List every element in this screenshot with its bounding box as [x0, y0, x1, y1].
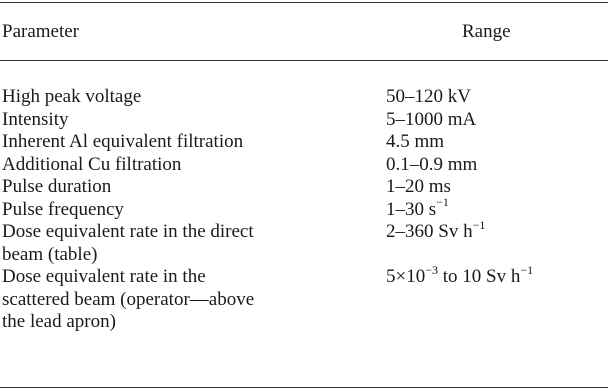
- range-exponent: −1: [520, 262, 534, 277]
- range-value: to 10 Sv h: [438, 266, 521, 287]
- parameter-cell: Intensity: [2, 108, 69, 130]
- range-cell: 1–20 ms: [386, 176, 451, 197]
- range-cell: [386, 195, 608, 222]
- table-header-rule: [0, 60, 608, 61]
- range-exponent: −1: [436, 195, 449, 210]
- range-exponent: −1: [472, 217, 486, 232]
- table-row: [0, 217, 608, 266]
- table-row: [0, 195, 608, 222]
- range-cell: 0.1–0.9 mm: [386, 153, 478, 175]
- parameter-cell: Pulse frequency: [2, 198, 124, 220]
- column-header-range: Range: [462, 21, 511, 42]
- range-cell: 4.5 mm: [386, 131, 445, 152]
- range-value: 2–360 Sv h: [386, 221, 473, 242]
- table-row: [0, 176, 608, 199]
- table-row: [0, 109, 608, 132]
- range-cell: [386, 217, 608, 244]
- table-row: [0, 154, 608, 177]
- range-value: 1–30 s: [386, 198, 437, 220]
- parameter-cell: Additional Cu filtration: [2, 153, 182, 175]
- table-row: [0, 131, 608, 154]
- table-row: [0, 262, 608, 334]
- parameter-cell: Dose equivalent rate in the direct beam (table): [2, 221, 254, 265]
- parameter-cell: High peak voltage: [2, 86, 142, 107]
- table-row: [0, 86, 608, 109]
- range-cell: 50–120 kV: [386, 86, 471, 107]
- range-exponent: −3: [425, 262, 438, 277]
- table-bottom-rule: [0, 387, 608, 388]
- range-cell: [386, 262, 608, 289]
- column-header-parameter: Parameter: [2, 21, 80, 42]
- parameter-table-body: [0, 86, 608, 334]
- parameter-cell: Pulse duration: [2, 176, 112, 197]
- parameter-cell: Inherent Al equivalent filtration: [2, 131, 244, 152]
- table-top-rule: [0, 2, 608, 3]
- parameter-cell: Dose equivalent rate in the scattered beam (operator—above the lead apron): [2, 266, 255, 332]
- range-cell: 5–1000 mA: [386, 108, 477, 130]
- range-value: 5×10: [386, 266, 426, 287]
